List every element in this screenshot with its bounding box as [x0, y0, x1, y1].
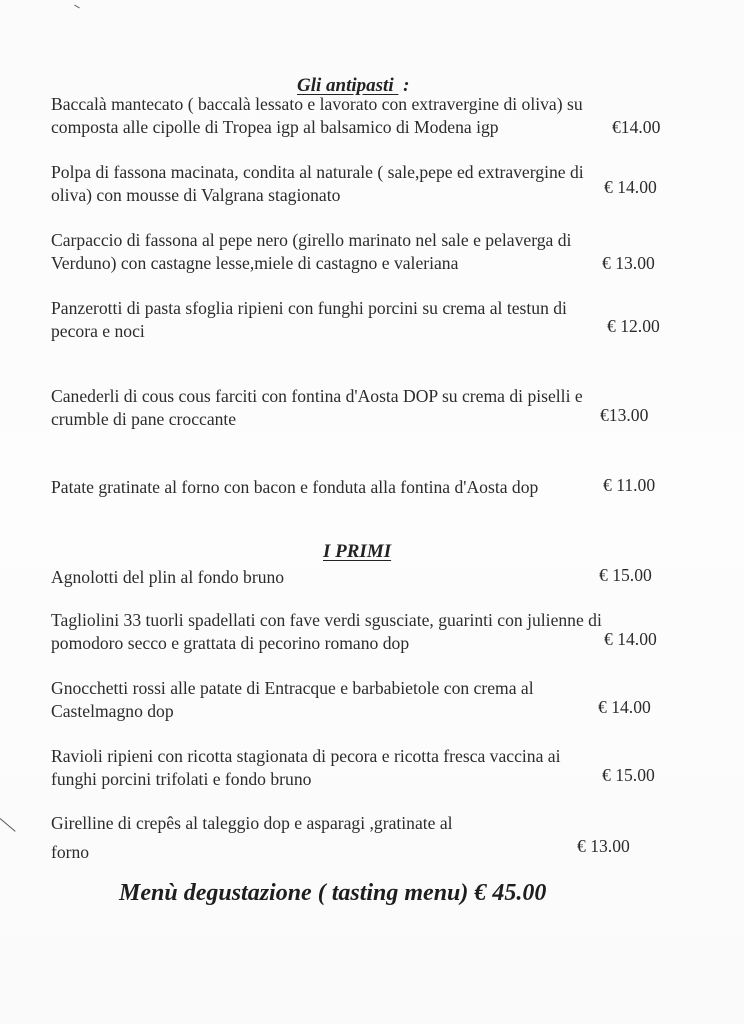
primi-item [51, 745, 691, 791]
item-description-text: Castelmagno dop [51, 701, 174, 721]
item-description-line [51, 697, 691, 723]
item-price: €14.00 [612, 117, 661, 137]
primi-item [51, 812, 691, 862]
item-description-line [51, 405, 691, 431]
item-description-text: Agnolotti del plin al fondo bruno [51, 567, 285, 587]
item-price: € 13.00 [602, 253, 655, 273]
antipasti-item [51, 229, 691, 275]
item-price: € 12.00 [607, 316, 660, 336]
primi-heading [323, 541, 391, 563]
item-price: € 13.00 [577, 836, 630, 856]
antipasti-item [51, 476, 691, 499]
item-description-text: pomodoro secco e grattata di pecorino romano dop [51, 633, 410, 653]
item-description-line: Tagliolini 33 tuorli spadellati con fave verdi sgusciate, guarinti con julienne di [51, 610, 602, 630]
item-description-text: composta alle cipolle di Tropea igp al balsamico di Modena igp [51, 117, 499, 137]
item-description-text: funghi porcini trifolati e fondo bruno [51, 769, 312, 789]
item-description-text: Patate gratinate al forno con bacon e fonduta alla fontina d'Aosta dop [51, 477, 539, 497]
item-price: € 15.00 [602, 765, 655, 785]
item-price: € 14.00 [604, 629, 657, 649]
primi-item [51, 677, 691, 723]
item-description-line [51, 316, 691, 343]
antipasti-heading-text: Gli antipasti [297, 75, 394, 96]
item-description-text: crumble di pane croccante [51, 409, 237, 429]
antipasti-item [51, 297, 691, 343]
primi-item [51, 609, 691, 655]
item-description-text: forno [51, 842, 90, 862]
item-description-line: Carpaccio di fassona al pepe nero (girello marinato nel sale e pelaverga di [51, 230, 572, 250]
item-description-line [51, 476, 691, 499]
item-description-text: oliva) con mousse di Valgrana stagionato [51, 185, 341, 205]
item-description-text: pecora e noci [51, 321, 145, 341]
item-price: € 14.00 [598, 697, 651, 717]
item-description-line: Baccalà mantecato ( baccalà lessato e lavorato con extravergine di oliva) su [51, 94, 583, 114]
item-price: € 15.00 [599, 565, 652, 585]
item-description-line: Polpa di fassona macinata, condita al naturale ( sale,pepe ed extravergine di [51, 162, 584, 182]
item-description-line [51, 566, 691, 589]
item-price: €13.00 [600, 405, 649, 425]
item-description-line [51, 765, 691, 791]
antipasti-item [51, 385, 691, 431]
scan-mark-left-edge [0, 818, 16, 832]
item-description-line [51, 177, 691, 207]
item-description-text: Verduno) con castagne lesse,miele di castagno e valeriana [51, 253, 459, 273]
primi-heading-text: I PRIMI [323, 541, 392, 562]
item-description-line: Ravioli ripieni con ricotta stagionata di pecora e ricotta fresca vaccina ai [51, 746, 561, 766]
item-description-line: Panzerotti di pasta sfoglia ripieni con funghi porcini su crema al testun di [51, 298, 567, 318]
item-description-line [51, 116, 691, 139]
item-price: € 14.00 [604, 177, 657, 197]
antipasti-item [51, 93, 691, 139]
item-description-line: Gnocchetti rossi alle patate di Entracque e barbabietole con crema al [51, 678, 534, 698]
item-description-line: Canederli di cous cous farciti con fontina d'Aosta DOP su crema di piselli e [51, 386, 583, 406]
item-description-line: Girelline di crepês al taleggio dop e asparagi ,gratinate al [51, 813, 453, 833]
tasting-menu-line: Menù degustazione ( tasting menu) € 45.00 [119, 880, 547, 906]
primi-item [51, 566, 691, 589]
item-price: € 11.00 [603, 475, 656, 495]
antipasti-heading-colon: : [403, 75, 410, 96]
scan-mark-top-left [74, 5, 80, 9]
item-description-line [51, 629, 691, 655]
item-description-line [51, 252, 691, 275]
item-description-line [51, 836, 691, 864]
antipasti-item [51, 161, 691, 207]
